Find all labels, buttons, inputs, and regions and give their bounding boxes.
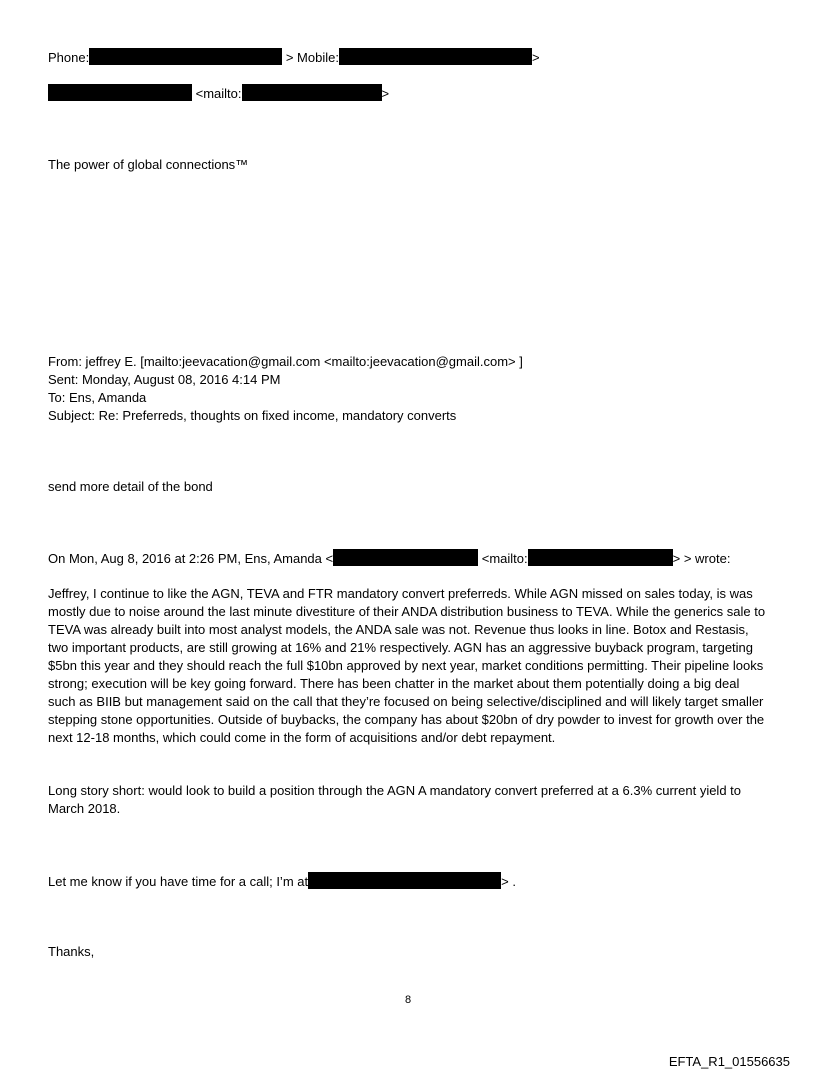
page-number: 8 (404, 994, 412, 1006)
call-suffix: > . (501, 874, 516, 889)
header-to: To: Ens, Amanda (48, 390, 147, 405)
redaction-bar (48, 84, 192, 101)
body-paragraph-2: Long story short: would look to build a position through the AGN A mandatory convert preferred at a 6.3% current yield to March 2018. (48, 783, 742, 816)
email-line (48, 84, 389, 103)
redaction-bar (242, 84, 382, 101)
tagline: The power of global connections™ (48, 157, 249, 172)
header-subject: Subject: Re: Preferreds, thoughts on fixed income, mandatory converts (48, 408, 457, 423)
header-sent: Sent: Monday, August 08, 2016 4:14 PM (48, 372, 281, 387)
quote-intro (48, 549, 730, 568)
mailto-suffix: > (381, 86, 390, 101)
quote-intro-prefix: On Mon, Aug 8, 2016 at 2:26 PM, Ens, Amanda < (48, 551, 334, 566)
body-paragraph-1: Jeffrey, I continue to like the AGN, TEVA and FTR mandatory convert preferreds. While AGN missed on sales today, is was mostly due to noise around the last minute divestiture of their ANDA distribution business to TEVA. While the generics sale to TEVA was already built into most analyst models, the ANDA sale was not. Revenue thus looks in line. Botox and Restasis, two important products, are still growing at 16% and 21% respectively. AGN has an aggressive buyback program, targeting $5bn this year and they should reach the full $10bn approved by next year, market conditions permitting. Their pipeline looks strong; execution will be key going forward. There has been chatter in the market about them potentially doing a big deal such as BIIB but management said on the call that they’re focused on being selective/disciplined and will likely target smaller stepping stone opportunities. Outside of buybacks, the company has about $20bn of dry powder to invest for growth over the next 12-18 months, which could come in the form of acquisitions and/or debt repayment. (48, 586, 766, 745)
mailto-label: <mailto: (195, 86, 242, 101)
document-id: EFTA_R1_01556635 (668, 1054, 790, 1069)
redaction-bar (308, 872, 501, 889)
redaction-bar (333, 549, 478, 566)
quote-intro-mailto: <mailto: (481, 551, 528, 566)
redaction-bar (89, 48, 282, 65)
signoff: Thanks, (48, 944, 95, 959)
call-prefix: Let me know if you have time for a call; I’m at (48, 874, 309, 889)
redaction-bar (339, 48, 532, 65)
quote-intro-suffix: > > wrote: (672, 551, 731, 566)
redaction-bar (528, 549, 673, 566)
email-header (48, 353, 523, 425)
phone-suffix: > (285, 50, 294, 65)
reply-text: send more detail of the bond (48, 479, 213, 494)
phone-line (48, 48, 540, 67)
mobile-suffix: > (531, 50, 540, 65)
phone-label: Phone: (48, 50, 90, 65)
call-line (48, 872, 516, 891)
mobile-label: Mobile: (297, 50, 339, 65)
header-from: From: jeffrey E. [mailto:jeevacation@gmail.com <mailto:jeevacation@gmail.com> ] (48, 354, 523, 369)
